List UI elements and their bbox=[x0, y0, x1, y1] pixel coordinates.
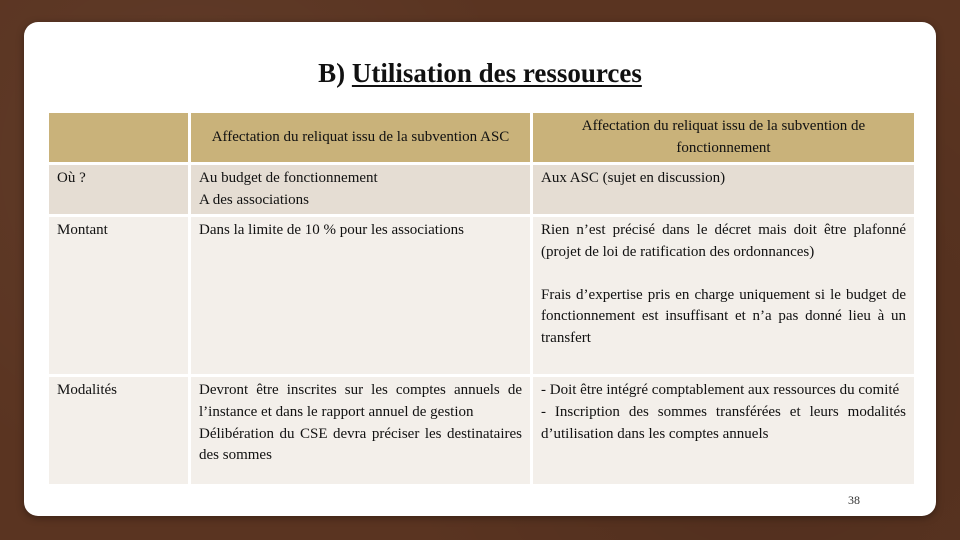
cell-montant-asc bbox=[190, 216, 532, 376]
table-header-row bbox=[48, 112, 916, 164]
cell-line: Aux ASC (sujet en discussion) bbox=[541, 170, 726, 187]
cell-paragraph: - Doit être intégré comptablement aux ressources du comité bbox=[541, 382, 900, 399]
row-label-montant: Montant bbox=[48, 216, 190, 376]
title-main: Utilisation des ressources bbox=[351, 58, 642, 88]
row-label-ou: Où ? bbox=[48, 164, 190, 216]
slide bbox=[24, 22, 936, 516]
table-row-modalites bbox=[48, 376, 916, 486]
slide-title bbox=[24, 58, 936, 89]
cell-montant-fonctionnement bbox=[532, 216, 916, 376]
cell-paragraph: Délibération du CSE devra préciser les destinataires des sommes bbox=[199, 425, 522, 464]
row-label-modalites: Modalités bbox=[48, 376, 190, 486]
cell-paragraph: Frais d’expertise pris en charge uniquement si le budget de fonctionnement est insuffisant et n’a pas donné lieu à un transfert bbox=[541, 286, 906, 346]
cell-paragraph: Devront être inscrites sur les comptes annuels de l’instance et dans le rapport annuel de gestion bbox=[199, 382, 522, 420]
page-number: 38 bbox=[848, 493, 860, 507]
header-cell-empty bbox=[48, 112, 190, 164]
cell-line: Dans la limite de 10 % pour les associations bbox=[199, 222, 464, 239]
cell-ou-fonctionnement bbox=[532, 164, 916, 216]
title-prefix: B) bbox=[318, 58, 352, 88]
resources-table bbox=[46, 110, 917, 487]
cell-ou-asc bbox=[190, 164, 532, 216]
header-cell-asc: Affectation du reliquat issu de la subvention ASC bbox=[190, 112, 532, 164]
table-row-montant bbox=[48, 216, 916, 376]
cell-modalites-asc bbox=[190, 376, 532, 486]
cell-paragraph: - Inscription des sommes transférées et leurs modalités d’utilisation dans les comptes annuels bbox=[541, 403, 906, 442]
cell-modalites-fonctionnement bbox=[532, 376, 916, 486]
table-row-ou bbox=[48, 164, 916, 216]
cell-line: A des associations bbox=[199, 191, 309, 208]
header-cell-fonctionnement: Affectation du reliquat issu de la subvention de fonctionnement bbox=[532, 112, 916, 164]
cell-paragraph: Rien n’est précisé dans le décret mais doit être plafonné (projet de loi de ratification des ordonnances) bbox=[541, 222, 906, 260]
cell-line: Au budget de fonctionnement bbox=[199, 170, 378, 187]
